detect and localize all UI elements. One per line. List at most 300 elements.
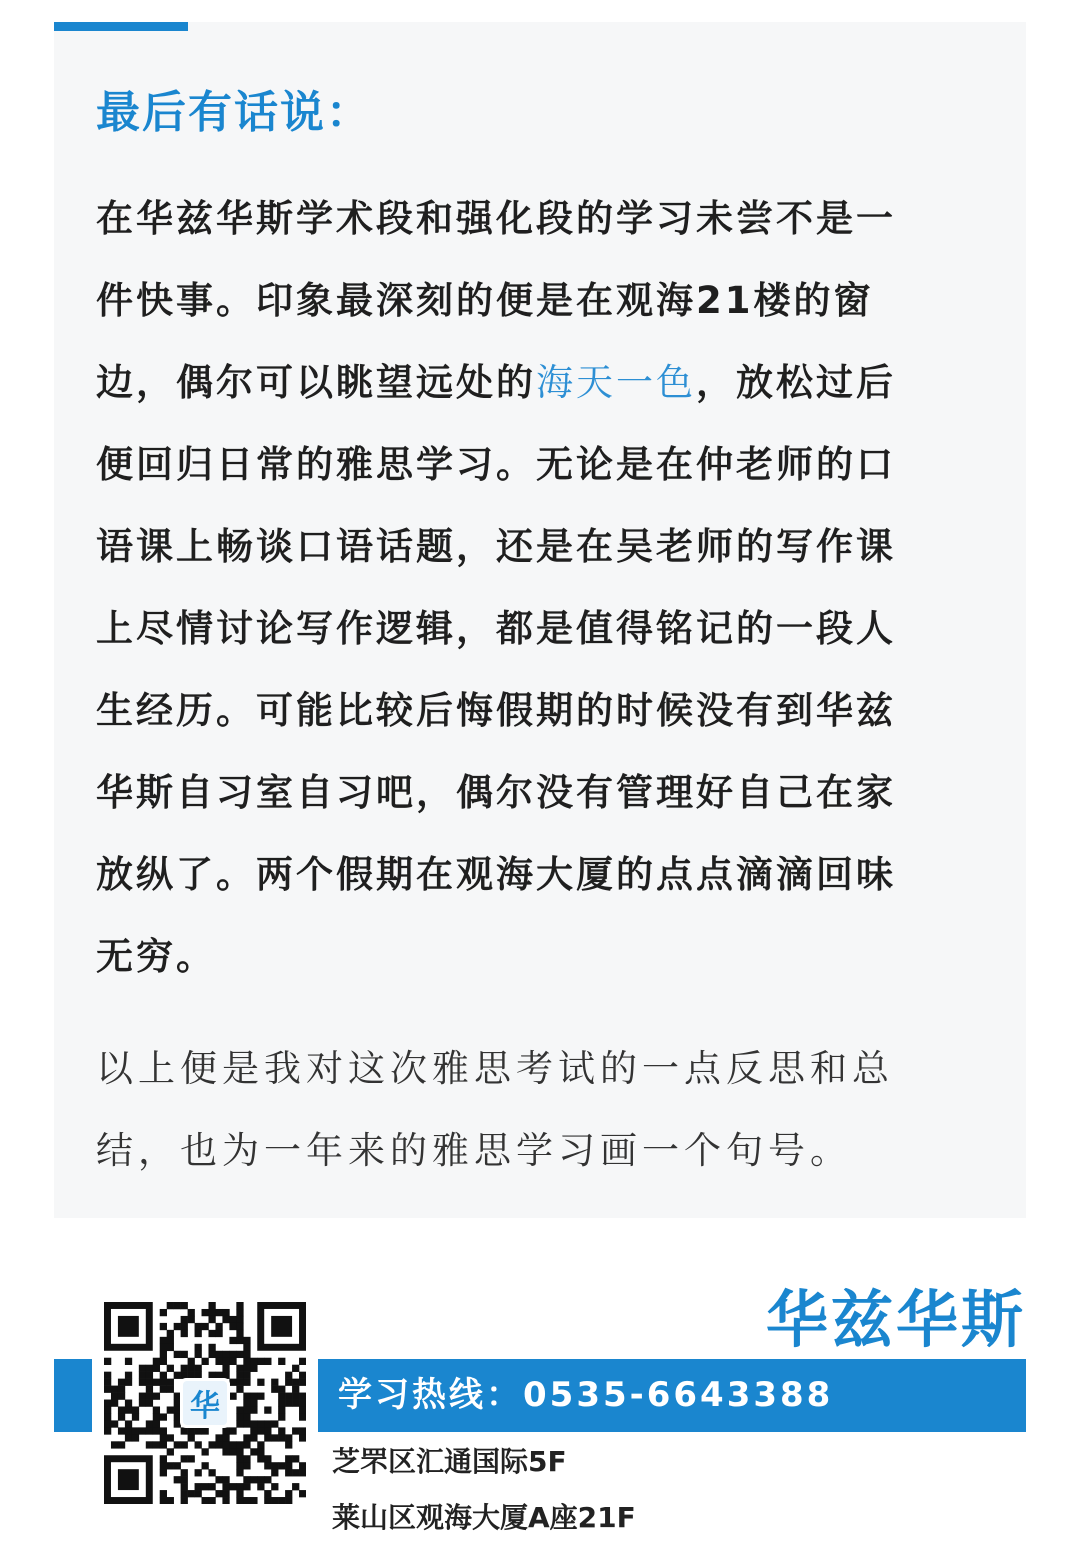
qr-module: [118, 1427, 125, 1434]
qr-module: [160, 1323, 167, 1330]
qr-module: [160, 1351, 167, 1358]
qr-module: [236, 1462, 243, 1469]
qr-module: [174, 1441, 181, 1448]
qr-module: [236, 1372, 243, 1379]
qr-module: [292, 1455, 299, 1462]
qr-module: [278, 1393, 285, 1400]
qr-module: [222, 1316, 229, 1323]
qr-module: [195, 1490, 202, 1497]
brand-name: 华兹华斯: [765, 1283, 1026, 1356]
qr-module: [236, 1441, 243, 1448]
qr-module: [236, 1490, 243, 1497]
paragraph-summary: [96, 1028, 958, 1192]
qr-module: [195, 1441, 202, 1448]
paragraph-line: 结，也为一年来的雅思学习画一个句号。: [96, 1129, 852, 1172]
paragraph-line: 件快事。印象最深刻的便是在观海21楼的窗: [96, 279, 874, 322]
qr-module: [132, 1427, 139, 1434]
qr-module: [285, 1372, 292, 1379]
qr-module: [160, 1427, 167, 1434]
qr-module: [188, 1309, 195, 1316]
qr-module: [146, 1400, 153, 1407]
qr-module: [111, 1400, 118, 1407]
qr-module: [292, 1427, 299, 1434]
qr-module: [215, 1309, 222, 1316]
qr-module: [222, 1427, 229, 1434]
qr-module: [236, 1351, 243, 1358]
qr-module: [153, 1413, 160, 1420]
hotline-text[interactable]: 学习热线：0535-6643388: [338, 1375, 834, 1415]
qr-module: [181, 1497, 188, 1504]
paragraph-line: 华斯自习室自习吧，偶尔没有管理好自己在家: [96, 771, 896, 814]
qr-module: [278, 1386, 285, 1393]
paragraph-line: 以上便是我对这次雅思考试的一点反思和总: [96, 1047, 894, 1090]
qr-module: [160, 1497, 167, 1504]
address-laishan: 莱山区观海大厦A座21F: [332, 1501, 636, 1534]
qr-module: [215, 1476, 222, 1483]
qr-module: [195, 1483, 202, 1490]
qr-module: [174, 1462, 181, 1469]
qr-module: [146, 1393, 153, 1400]
qr-module: [208, 1316, 215, 1323]
qr-module: [271, 1386, 278, 1393]
qr-module: [215, 1434, 222, 1441]
qr-module: [146, 1372, 153, 1379]
qr-module: [264, 1358, 271, 1365]
qr-module: [236, 1309, 243, 1316]
qr-module: [264, 1455, 271, 1462]
qr-module: [160, 1358, 167, 1365]
qr-module: [118, 1379, 125, 1386]
qr-module: [181, 1483, 188, 1490]
qr-module: [222, 1434, 229, 1441]
qr-module: [146, 1365, 153, 1372]
qr-module: [188, 1316, 195, 1323]
qr-module: [153, 1441, 160, 1448]
qr-module: [236, 1469, 243, 1476]
qr-module: [195, 1330, 202, 1337]
qr-module: [229, 1351, 236, 1358]
qr-module: [250, 1393, 257, 1400]
qr-module: [146, 1386, 153, 1393]
qr-module: [167, 1344, 174, 1351]
paragraph-line: 便回归日常的雅思学习。无论是在仲老师的口: [96, 443, 896, 486]
qr-module: [229, 1323, 236, 1330]
qr-module: [118, 1386, 125, 1393]
qr-module: [271, 1462, 278, 1469]
qr-module: [285, 1379, 292, 1386]
qr-module: [278, 1462, 285, 1469]
paragraph-line: 无穷。: [96, 935, 216, 978]
qr-module: [125, 1400, 132, 1407]
qr-module: [215, 1351, 222, 1358]
qr-module: [195, 1365, 202, 1372]
qr-module: [202, 1309, 209, 1316]
qr-module: [257, 1441, 264, 1448]
qr-module: [264, 1490, 271, 1497]
qr-module: [104, 1406, 111, 1413]
qr-module: [111, 1420, 118, 1427]
qr-module: [278, 1427, 285, 1434]
qr-module: [264, 1406, 271, 1413]
qr-module: [167, 1330, 174, 1337]
qr-module: [139, 1372, 146, 1379]
qr-module: [243, 1455, 250, 1462]
qr-module: [292, 1469, 299, 1476]
qr-module: [264, 1462, 271, 1469]
qr-module: [278, 1358, 285, 1365]
qr-module: [264, 1476, 271, 1483]
qr-module: [229, 1337, 236, 1344]
qr-module: [285, 1441, 292, 1448]
qr-module: [188, 1490, 195, 1497]
qr-module: [104, 1372, 111, 1379]
qr-module: [195, 1351, 202, 1358]
qr-module: [125, 1420, 132, 1427]
qr-module: [250, 1365, 257, 1372]
qr-module: [160, 1386, 167, 1393]
qr-module: [257, 1427, 264, 1434]
qr-module: [243, 1337, 250, 1344]
qr-module: [118, 1441, 125, 1448]
qr-module: [243, 1393, 250, 1400]
qr-module: [243, 1344, 250, 1351]
qr-module: [132, 1413, 139, 1420]
qr-module: [139, 1379, 146, 1386]
qr-module: [146, 1441, 153, 1448]
paragraph-line: 语课上畅谈口语话题，还是在吴老师的写作课: [96, 525, 896, 568]
qr-module: [236, 1497, 243, 1504]
qr-module: [160, 1309, 167, 1316]
qr-module: [222, 1365, 229, 1372]
qr-module: [299, 1434, 306, 1441]
qr-module: [243, 1462, 250, 1469]
highlight-link[interactable]: 海天一色: [536, 361, 696, 404]
qr-module: [139, 1393, 146, 1400]
qr-module: [299, 1490, 306, 1497]
qr-module: [104, 1413, 111, 1420]
paragraph-line: 生经历。可能比较后悔假期的时候没有到华兹: [96, 689, 896, 732]
qr-module: [111, 1386, 118, 1393]
section-heading: 最后有话说：: [96, 87, 372, 138]
qr-module: [229, 1483, 236, 1490]
qr-module: [181, 1316, 188, 1323]
qr-module: [174, 1302, 181, 1309]
qr-module: [243, 1434, 250, 1441]
qr-finder-pattern: [118, 1316, 139, 1337]
qr-module: [236, 1448, 243, 1455]
qr-module: [104, 1358, 111, 1365]
qr-module: [215, 1490, 222, 1497]
qr-module: [236, 1379, 243, 1386]
qr-module: [202, 1323, 209, 1330]
qr-module: [181, 1365, 188, 1372]
qr-module: [278, 1400, 285, 1407]
qr-module: [174, 1323, 181, 1330]
qr-module: [243, 1400, 250, 1407]
qr-module: [292, 1400, 299, 1407]
qr-module: [202, 1448, 209, 1455]
qr-module: [153, 1358, 160, 1365]
qr-module: [208, 1483, 215, 1490]
qr-module: [160, 1413, 167, 1420]
qr-module: [236, 1365, 243, 1372]
qr-module: [257, 1393, 264, 1400]
qr-module: [215, 1323, 222, 1330]
qr-module: [292, 1379, 299, 1386]
qr-module: [104, 1386, 111, 1393]
qr-module: [236, 1337, 243, 1344]
qr-module: [278, 1434, 285, 1441]
qr-module: [181, 1351, 188, 1358]
qr-module: [278, 1497, 285, 1504]
qr-module: [243, 1351, 250, 1358]
qr-module: [222, 1497, 229, 1504]
qr-module: [139, 1365, 146, 1372]
qr-module: [250, 1358, 257, 1365]
qr-module: [236, 1386, 243, 1393]
qr-module: [243, 1420, 250, 1427]
qr-module: [195, 1344, 202, 1351]
qr-module: [208, 1344, 215, 1351]
qr-module: [208, 1330, 215, 1337]
qr-module: [285, 1455, 292, 1462]
qr-module: [174, 1351, 181, 1358]
qr-module: [181, 1476, 188, 1483]
qr-module: [167, 1337, 174, 1344]
qr-module: [174, 1476, 181, 1483]
qr-module: [250, 1406, 257, 1413]
qr-logo: [180, 1378, 230, 1428]
qr-finder-pattern: [271, 1316, 292, 1337]
qr-module: [160, 1344, 167, 1351]
qr-module: [250, 1476, 257, 1483]
qr-module: [222, 1441, 229, 1448]
qr-module: [202, 1462, 209, 1469]
qr-module: [125, 1358, 132, 1365]
qr-module: [285, 1434, 292, 1441]
qr-module: [132, 1434, 139, 1441]
qr-module: [104, 1379, 111, 1386]
qr-module: [125, 1372, 132, 1379]
qr-module: [118, 1393, 125, 1400]
qr-module: [160, 1372, 167, 1379]
qr-module: [229, 1358, 236, 1365]
qr-module: [236, 1330, 243, 1337]
qr-module: [222, 1358, 229, 1365]
qr-module: [257, 1379, 264, 1386]
qr-module: [257, 1476, 264, 1483]
qr-module: [208, 1351, 215, 1358]
qr-module: [215, 1330, 222, 1337]
qr-module: [222, 1483, 229, 1490]
qr-module: [160, 1469, 167, 1476]
qr-module: [181, 1330, 188, 1337]
qr-module: [292, 1393, 299, 1400]
qr-module: [153, 1365, 160, 1372]
qr-module: [208, 1309, 215, 1316]
qr-module: [195, 1323, 202, 1330]
qr-module: [285, 1497, 292, 1504]
qr-module: [229, 1379, 236, 1386]
qr-module: [160, 1379, 167, 1386]
qr-module: [132, 1406, 139, 1413]
qr-module: [278, 1406, 285, 1413]
qr-module: [236, 1455, 243, 1462]
qr-module: [167, 1462, 174, 1469]
qr-module: [181, 1490, 188, 1497]
qr-module: [174, 1372, 181, 1379]
qr-module: [236, 1302, 243, 1309]
qr-module: [222, 1309, 229, 1316]
qr-module: [208, 1302, 215, 1309]
qr-module: [160, 1462, 167, 1469]
qr-module: [236, 1316, 243, 1323]
qr-module: [181, 1469, 188, 1476]
qr-module: [299, 1406, 306, 1413]
qr-module: [229, 1441, 236, 1448]
qr-module: [271, 1483, 278, 1490]
qr-module: [202, 1497, 209, 1504]
qr-module: [146, 1379, 153, 1386]
qr-module: [188, 1427, 195, 1434]
qr-module: [208, 1441, 215, 1448]
qr-module: [188, 1455, 195, 1462]
qr-module: [167, 1386, 174, 1393]
qr-module: [111, 1441, 118, 1448]
qr-module: [153, 1427, 160, 1434]
qr-module: [139, 1400, 146, 1407]
qr-module: [167, 1448, 174, 1455]
qr-module: [118, 1406, 125, 1413]
paragraph-reflection: [96, 178, 958, 998]
qr-code-icon[interactable]: [104, 1302, 306, 1504]
qr-module: [153, 1379, 160, 1386]
qr-module: [202, 1483, 209, 1490]
qr-module: [146, 1420, 153, 1427]
qr-module: [299, 1413, 306, 1420]
qr-module: [243, 1372, 250, 1379]
qr-module: [257, 1358, 264, 1365]
qr-module: [229, 1448, 236, 1455]
qr-module: [125, 1379, 132, 1386]
qr-module: [104, 1427, 111, 1434]
qr-module: [299, 1427, 306, 1434]
qr-module: [299, 1372, 306, 1379]
qr-module: [257, 1483, 264, 1490]
card-accent-bar: [54, 22, 188, 31]
footer-left-bar: [54, 1359, 92, 1432]
paragraph-line-text: 边，偶尔可以眺望远处的: [96, 361, 536, 404]
qr-module: [271, 1469, 278, 1476]
paragraph-line: 在华兹华斯学术段和强化段的学习未尝不是一: [96, 197, 896, 240]
paragraph-line-text: ，放松过后: [696, 361, 896, 404]
qr-finder-pattern: [118, 1469, 139, 1490]
qr-module: [250, 1427, 257, 1434]
qr-module: [153, 1420, 160, 1427]
qr-module: [257, 1420, 264, 1427]
qr-module: [285, 1462, 292, 1469]
qr-module: [264, 1497, 271, 1504]
qr-module: [292, 1386, 299, 1393]
qr-module: [202, 1427, 209, 1434]
qr-module: [243, 1379, 250, 1386]
qr-module: [229, 1316, 236, 1323]
brand-logo-icon: 华: [183, 1381, 227, 1425]
qr-module: [292, 1365, 299, 1372]
qr-module: [215, 1441, 222, 1448]
qr-module: [236, 1483, 243, 1490]
qr-module: [229, 1393, 236, 1400]
qr-module: [104, 1400, 111, 1407]
qr-module: [299, 1462, 306, 1469]
qr-module: [285, 1393, 292, 1400]
qr-module: [271, 1420, 278, 1427]
qr-module: [153, 1406, 160, 1413]
qr-module: [250, 1497, 257, 1504]
qr-module: [160, 1490, 167, 1497]
qr-module: [188, 1434, 195, 1441]
address-zhifu: 芝罘区汇通国际5F: [332, 1445, 567, 1478]
qr-module: [285, 1400, 292, 1407]
qr-module: [111, 1393, 118, 1400]
qr-module: [167, 1379, 174, 1386]
qr-module: [243, 1365, 250, 1372]
qr-module: [278, 1413, 285, 1420]
qr-module: [188, 1358, 195, 1365]
qr-module: [118, 1413, 125, 1420]
qr-module: [195, 1469, 202, 1476]
qr-module: [229, 1427, 236, 1434]
qr-module: [292, 1483, 299, 1490]
qr-module: [264, 1434, 271, 1441]
qr-module: [160, 1337, 167, 1344]
qr-module: [181, 1455, 188, 1462]
qr-module: [250, 1434, 257, 1441]
qr-module: [188, 1365, 195, 1372]
qr-module: [167, 1497, 174, 1504]
qr-module: [222, 1476, 229, 1483]
qr-module: [104, 1420, 111, 1427]
qr-module: [181, 1441, 188, 1448]
qr-module: [299, 1400, 306, 1407]
qr-module: [299, 1358, 306, 1365]
qr-module: [139, 1427, 146, 1434]
qr-module: [146, 1427, 153, 1434]
qr-module: [271, 1379, 278, 1386]
hotline-bar: [318, 1359, 1026, 1432]
qr-module: [222, 1351, 229, 1358]
qr-module: [236, 1406, 243, 1413]
qr-module: [160, 1434, 167, 1441]
qr-module: [243, 1413, 250, 1420]
qr-module: [153, 1393, 160, 1400]
qr-module: [271, 1497, 278, 1504]
qr-module: [250, 1448, 257, 1455]
qr-module: [167, 1365, 174, 1372]
qr-module: [243, 1497, 250, 1504]
qr-module: [243, 1406, 250, 1413]
qr-module: [181, 1427, 188, 1434]
qr-module: [257, 1455, 264, 1462]
qr-module: [271, 1434, 278, 1441]
qr-module: [243, 1358, 250, 1365]
qr-module: [202, 1358, 209, 1365]
qr-module: [264, 1427, 271, 1434]
qr-module: [181, 1323, 188, 1330]
qr-module: [299, 1393, 306, 1400]
qr-module: [285, 1490, 292, 1497]
qr-module: [243, 1483, 250, 1490]
